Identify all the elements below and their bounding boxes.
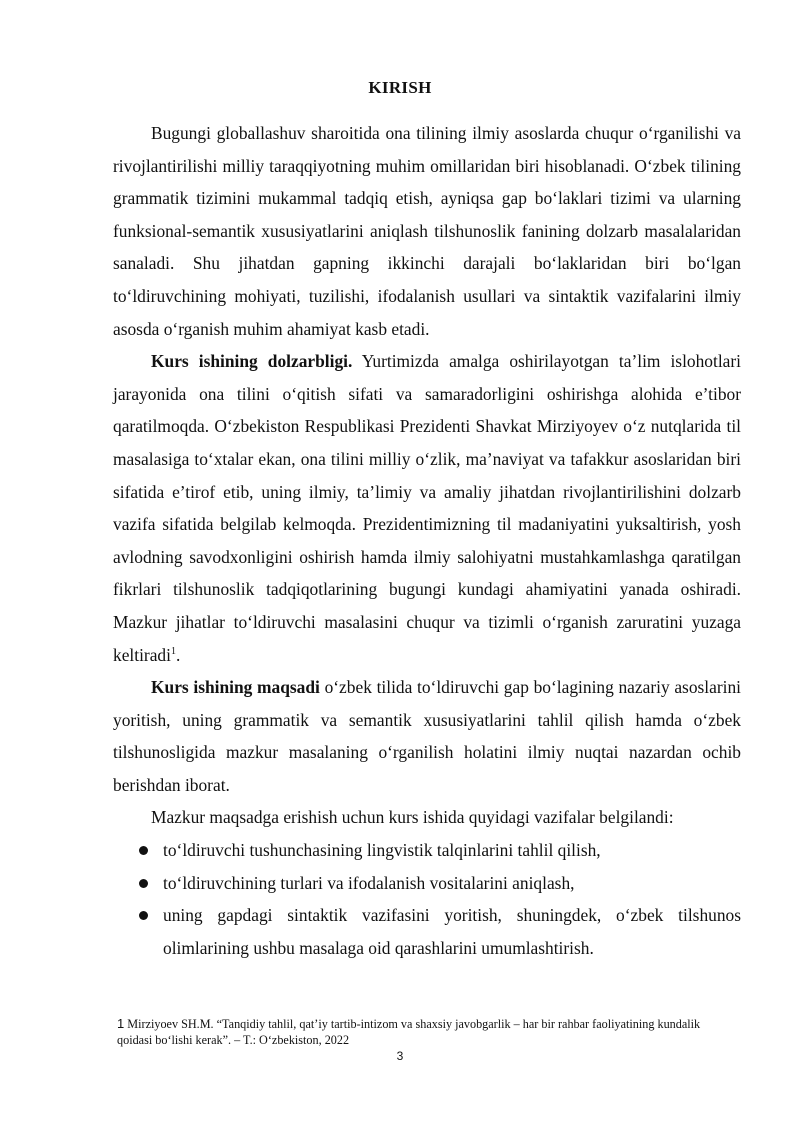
body-text — [113, 117, 741, 964]
task-text: to‘ldiruvchining turlari va ifodalanish vositalarini aniqlash, — [163, 872, 575, 893]
relevance-paragraph — [113, 345, 741, 671]
task-list — [113, 834, 741, 964]
goal-lead: Kurs ishining maqsadi — [151, 677, 320, 698]
relevance-text: Yurtimizda amalga oshirilayotgan ta’lim islohotlari jarayonida ona tilini o‘qitish sifati va samaradorligini oshirishga alohida e’tibor qaratilmoqda. O‘zbekiston Respublikasi Prezidenti Shavkat Mirziyoyev o‘z nutqlarida til masalasiga to‘xtalar ekan, ona tilini milliy o‘zlik, ma’naviyat va tafakkur asoslaridan biri sifatida e’tirof etib, uning ilmiy, ta’limiy va amaliy jihatdan rivojlantirilishini dolzarb vazifa sifatida belgilab kelmoqda. Prezidentimizning til madaniyatini yuksaltirish, yosh avlodning savodxonligini oshirish hamda ilmiy salohiyatni mustahkamlashga qaratilgan fikrlari tilshunoslik tadqiqotlarining bugungi kundagi ahamiyatini yanada oshiradi. Mazkur jihatlar to‘ldiruvchi masalasini chuqur va tizimli o‘rganish zaruratini yuzaga keltiradi — [113, 351, 742, 665]
list-item — [113, 834, 741, 867]
relevance-lead: Kurs ishining dolzarbligi. — [151, 351, 353, 372]
bullet-icon — [139, 879, 148, 888]
tasks-intro-paragraph: Mazkur maqsadga erishish uchun kurs ishida quyidagi vazifalar belgilandi: — [151, 807, 674, 828]
footnote — [117, 1016, 737, 1048]
page-number: 3 — [396, 1049, 404, 1063]
list-item — [113, 867, 741, 900]
footnote-text: Mirziyoev SH.M. “Tanqidiy tahlil, qat’iy tartib-intizom va shaxsiy javobgarlik – har bir rahbar faoliyatining kundalik qoidasi bo‘lishi kerak”. – T.: O‘zbekiston, 2022 — [117, 1017, 701, 1047]
intro-paragraph: Bugungi globallashuv sharoitida ona tilining ilmiy asoslarda chuqur o‘rganilishi va rivojlantirilishi milliy taraqqiyotning muhim omillaridan biri hisoblanadi. O‘zbek tilining grammatik tizimini mukammal tadqiq etish, ayniqsa gap bo‘laklari tizimi va ularning funksional-semantik xususiyatlarini aniqlash tilshunoslik fanining dolzarb masalalaridan sanaladi. Shu jihatdan gapning ikkinchi darajali bo‘laklaridan biri bo‘lgan to‘ldiruvchining mohiyati, tuzilishi, ifodalanish usullari va sintaktik vazifalarini ilmiy asosda o‘rganish muhim ahamiyat kasb etadi. — [113, 123, 741, 339]
goal-paragraph — [113, 671, 741, 801]
relevance-end: . — [175, 644, 181, 665]
list-item — [113, 899, 741, 964]
bullet-icon — [139, 846, 148, 855]
task-text: to‘ldiruvchi tushunchasining lingvistik talqinlarini tahlil qilish, — [163, 840, 601, 861]
footnote-number: 1 — [117, 1016, 125, 1031]
bullet-icon — [139, 911, 148, 920]
goal-text: o‘zbek tilida to‘ldiruvchi gap bo‘lagining nazariy asoslarini yoritish, uning grammatik va semantik xususiyatlarini tahlil qilish hamda o‘zbek tilshunosligida mazkur masalaning o‘rganilish holatini ilmiy nuqtai nazardan ochib berishdan iborat. — [113, 677, 741, 795]
footnote-reference[interactable]: 1 — [170, 645, 176, 657]
section-heading: KIRISH — [368, 78, 432, 97]
task-text: uning gapdagi sintaktik vazifasini yoritish, shuningdek, o‘zbek tilshunos olimlarining ushbu masalaga oid qarashlarini umumlashtirish. — [163, 905, 741, 958]
